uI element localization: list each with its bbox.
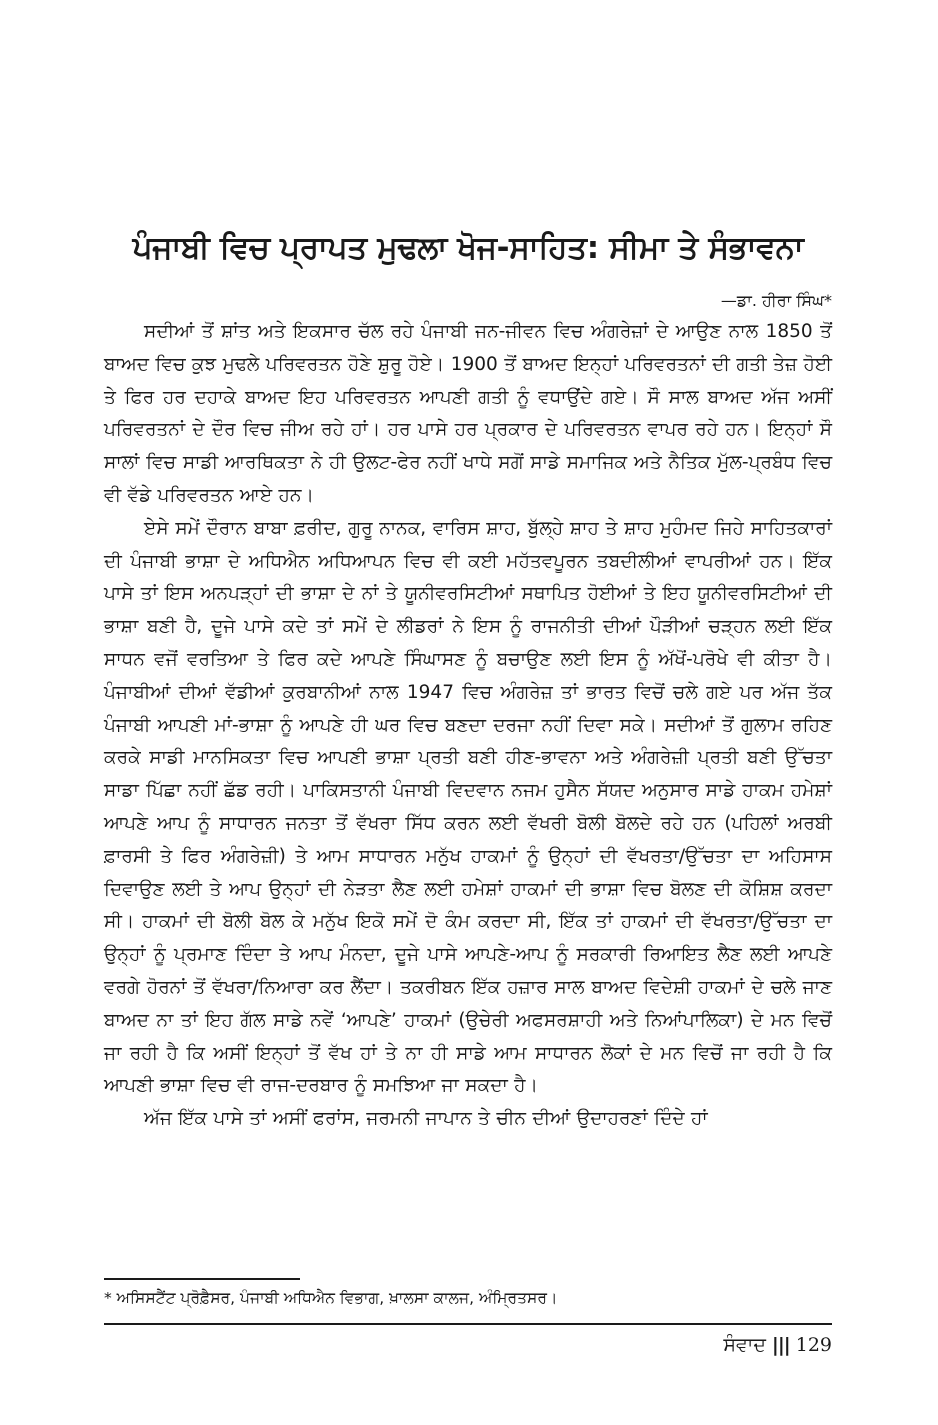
running-footer [723,1332,832,1358]
body-paragraph: ਅੱਜ ਇੱਕ ਪਾਸੇ ਤਾਂ ਅਸੀਂ ਫਰਾਂਸ, ਜਰਮਨੀ ਜਾਪਾਨ ਤੇ ਚੀਨ ਦੀਆਂ ਉਦਾਹਰਣਾਂ ਦਿੰਦੇ ਹਾਂ [144,1108,708,1130]
footnote-divider [104,1278,300,1280]
article-title: ਪੰਜਾਬੀ ਵਿਚ ਪ੍ਰਾਪਤ ਮੁਢਲਾ ਖੋਜ-ਸਾਹਿਤ: ਸੀਮਾ ਤੇ ਸੰਭਾਵਨਾ [132,230,804,266]
footer-separator: ||| [771,1334,790,1356]
footnote: * ਅਸਿਸਟੈਂਟ ਪ੍ਰੋਫ਼ੈਸਰ, ਪੰਜਾਬੀ ਅਧਿਐਨ ਵਿਭਾਗ, ਖ਼ਾਲਸਾ ਕਾਲਜ, ਅੰਮ੍ਰਿਤਸਰ। [104,1289,558,1307]
article-author: —ਡਾ. ਹੀਰਾ ਸਿੰਘ* [720,291,832,310]
document-page [104,0,832,1425]
article-body [104,316,832,1136]
page-number: 129 [795,1334,832,1356]
body-paragraph: ਏਸੇ ਸਮੇਂ ਦੌਰਾਨ ਬਾਬਾ ਫ਼ਰੀਦ, ਗੁਰੂ ਨਾਨਕ, ਵਾਰਿਸ ਸ਼ਾਹ, ਬੁੱਲ੍ਹੇ ਸ਼ਾਹ ਤੇ ਸ਼ਾਹ ਮੁਹੰਮਦ ਜਿਹੇ ਸਾਹਿਤਕਾਰਾਂ ਦੀ ਪੰਜਾਬੀ ਭਾਸ਼ਾ ਦੇ ਅਧਿਐਨ ਅਧਿਆਪਨ ਵਿਚ ਵੀ ਕਈ ਮਹੱਤਵਪੂਰਨ ਤਬਦੀਲੀਆਂ ਵਾਪਰੀਆਂ ਹਨ। ਇੱਕ ਪਾਸੇ ਤਾਂ ਇਸ ਅਨਪੜ੍ਹਾਂ ਦੀ ਭਾਸ਼ਾ ਦੇ ਨਾਂ ਤੇ ਯੂਨੀਵਰਸਿਟੀਆਂ ਸਥਾਪਿਤ ਹੋਈਆਂ ਤੇ ਇਹ ਯੂਨੀਵਰਸਿਟੀਆਂ ਦੀ ਭਾਸ਼ਾ ਬਣੀ ਹੈ, ਦੂਜੇ ਪਾਸੇ ਕਦੇ ਤਾਂ ਸਮੇਂ ਦੇ ਲੀਡਰਾਂ ਨੇ ਇਸ ਨੂੰ ਰਾਜਨੀਤੀ ਦੀਆਂ ਪੌੜੀਆਂ ਚੜ੍ਹਨ ਲਈ ਇੱਕ ਸਾਧਨ ਵਜੋਂ ਵਰਤਿਆ ਤੇ ਫਿਰ ਕਦੇ ਆਪਣੇ ਸਿੰਘਾਸਣ ਨੂੰ ਬਚਾਉਣ ਲਈ ਇਸ ਨੂੰ ਅੱਖੋਂ-ਪਰੋਖੇ ਵੀ ਕੀਤਾ ਹੈ। ਪੰਜਾਬੀਆਂ ਦੀਆਂ ਵੱਡੀਆਂ ਕੁਰਬਾਨੀਆਂ ਨਾਲ 1947 ਵਿਚ ਅੰਗਰੇਜ਼ ਤਾਂ ਭਾਰਤ ਵਿਚੋਂ ਚਲੇ ਗਏ ਪਰ ਅੱਜ ਤੱਕ ਪੰਜਾਬੀ ਆਪਣੀ ਮਾਂ-ਭਾਸ਼ਾ ਨੂੰ ਆਪਣੇ ਹੀ ਘਰ ਵਿਚ ਬਣਦਾ ਦਰਜਾ ਨਹੀਂ ਦਿਵਾ ਸਕੇ। ਸਦੀਆਂ ਤੋਂ ਗੁਲਾਮ ਰਹਿਣ ਕਰਕੇ ਸਾਡੀ ਮਾਨਸਿਕਤਾ ਵਿਚ ਆਪਣੀ ਭਾਸ਼ਾ ਪ੍ਰਤੀ ਬਣੀ ਹੀਣ-ਭਾਵਨਾ ਅਤੇ ਅੰਗਰੇਜ਼ੀ ਪ੍ਰਤੀ ਬਣੀ ਉੱਚਤਾ ਸਾਡਾ ਪਿੱਛਾ ਨਹੀਂ ਛੱਡ ਰਹੀ। ਪਾਕਿਸਤਾਨੀ ਪੰਜਾਬੀ ਵਿਦਵਾਨ ਨਜਮ ਹੁਸੈਨ ਸੱਯਦ ਅਨੁਸਾਰ ਸਾਡੇ ਹਾਕਮ ਹਮੇਸ਼ਾਂ ਆਪਣੇ ਆਪ ਨੂੰ ਸਾਧਾਰਨ ਜਨਤਾ ਤੋਂ ਵੱਖਰਾ ਸਿੱਧ ਕਰਨ ਲਈ ਵੱਖਰੀ ਬੋਲੀ ਬੋਲਦੇ ਰਹੇ ਹਨ (ਪਹਿਲਾਂ ਅਰਬੀ ਫ਼ਾਰਸੀ ਤੇ ਫਿਰ ਅੰਗਰੇਜ਼ੀ) ਤੇ ਆਮ ਸਾਧਾਰਨ ਮਨੁੱਖ ਹਾਕਮਾਂ ਨੂੰ ਉਨ੍ਹਾਂ ਦੀ ਵੱਖਰਤਾ/ਉੱਚਤਾ ਦਾ ਅਹਿਸਾਸ ਦਿਵਾਉਣ ਲਈ ਤੇ ਆਪ ਉਨ੍ਹਾਂ ਦੀ ਨੇੜਤਾ ਲੈਣ ਲਈ ਹਮੇਸ਼ਾਂ ਹਾਕਮਾਂ ਦੀ ਭਾਸ਼ਾ ਵਿਚ ਬੋਲਣ ਦੀ ਕੋਸ਼ਿਸ਼ ਕਰਦਾ ਸੀ। ਹਾਕਮਾਂ ਦੀ ਬੋਲੀ ਬੋਲ ਕੇ ਮਨੁੱਖ ਇਕੋ ਸਮੇਂ ਦੋ ਕੰਮ ਕਰਦਾ ਸੀ, ਇੱਕ ਤਾਂ ਹਾਕਮਾਂ ਦੀ ਵੱਖਰਤਾ/ਉੱਚਤਾ ਦਾ ਉਨ੍ਹਾਂ ਨੂੰ ਪ੍ਰਮਾਣ ਦਿੰਦਾ ਤੇ ਆਪ ਮੰਨਦਾ, ਦੂਜੇ ਪਾਸੇ ਆਪਣੇ-ਆਪ ਨੂੰ ਸਰਕਾਰੀ ਰਿਆਇਤ ਲੈਣ ਲਈ ਆਪਣੇ ਵਰਗੇ ਹੋਰਨਾਂ ਤੋਂ ਵੱਖਰਾ/ਨਿਆਰਾ ਕਰ ਲੈਂਦਾ। ਤਕਰੀਬਨ ਇੱਕ ਹਜ਼ਾਰ ਸਾਲ ਬਾਅਦ ਵਿਦੇਸ਼ੀ ਹਾਕਮਾਂ ਦੇ ਚਲੇ ਜਾਣ ਬਾਅਦ ਨਾ ਤਾਂ ਇਹ ਗੱਲ ਸਾਡੇ ਨਵੇਂ ‘ਆਪਣੇ’ ਹਾਕਮਾਂ (ਉਚੇਰੀ ਅਫਸਰਸ਼ਾਹੀ ਅਤੇ ਨਿਆਂਪਾਲਿਕਾ) ਦੇ ਮਨ ਵਿਚੋਂ ਜਾ ਰਹੀ ਹੈ ਕਿ ਅਸੀਂ ਇਨ੍ਹਾਂ ਤੋਂ ਵੱਖ ਹਾਂ ਤੇ ਨਾ ਹੀ ਸਾਡੇ ਆਮ ਸਾਧਾਰਨ ਲੋਕਾਂ ਦੇ ਮਨ ਵਿਚੋਂ ਜਾ ਰਹੀ ਹੈ ਕਿ ਆਪਣੀ ਭਾਸ਼ਾ ਵਿਚ ਵੀ ਰਾਜ-ਦਰਬਾਰ ਨੂੰ ਸਮਝਿਆ ਜਾ ਸਕਦਾ ਹੈ। [104,517,832,1097]
footer-rule [104,1323,832,1325]
body-paragraph: ਸਦੀਆਂ ਤੋਂ ਸ਼ਾਂਤ ਅਤੇ ਇਕਸਾਰ ਚੱਲ ਰਹੇ ਪੰਜਾਬੀ ਜਨ-ਜੀਵਨ ਵਿਚ ਅੰਗਰੇਜ਼ਾਂ ਦੇ ਆਉਣ ਨਾਲ 1850 ਤੋਂ ਬਾਅਦ ਵਿਚ ਕੁਝ ਮੁਢਲੇ ਪਰਿਵਰਤਨ ਹੋਣੇ ਸ਼ੁਰੂ ਹੋਏ। 1900 ਤੋਂ ਬਾਅਦ ਇਨ੍ਹਾਂ ਪਰਿਵਰਤਨਾਂ ਦੀ ਗਤੀ ਤੇਜ਼ ਹੋਈ ਤੇ ਫਿਰ ਹਰ ਦਹਾਕੇ ਬਾਅਦ ਇਹ ਪਰਿਵਰਤਨ ਆਪਣੀ ਗਤੀ ਨੂੰ ਵਧਾਉਂਦੇ ਗਏ। ਸੌ ਸਾਲ ਬਾਅਦ ਅੱਜ ਅਸੀਂ ਪਰਿਵਰਤਨਾਂ ਦੇ ਦੌਰ ਵਿਚ ਜੀਅ ਰਹੇ ਹਾਂ। ਹਰ ਪਾਸੇ ਹਰ ਪ੍ਰਕਾਰ ਦੇ ਪਰਿਵਰਤਨ ਵਾਪਰ ਰਹੇ ਹਨ। ਇਨ੍ਹਾਂ ਸੌ ਸਾਲਾਂ ਵਿਚ ਸਾਡੀ ਆਰਥਿਕਤਾ ਨੇ ਹੀ ਉਲਟ-ਫੇਰ ਨਹੀਂ ਖਾਧੇ ਸਗੋਂ ਸਾਡੇ ਸਮਾਜਿਕ ਅਤੇ ਨੈਤਿਕ ਮੁੱਲ-ਪ੍ਰਬੰਧ ਵਿਚ ਵੀ ਵੱਡੇ ਪਰਿਵਰਤਨ ਆਏ ਹਨ। [104,321,832,506]
journal-name: ਸੰਵਾਦ [723,1334,766,1356]
